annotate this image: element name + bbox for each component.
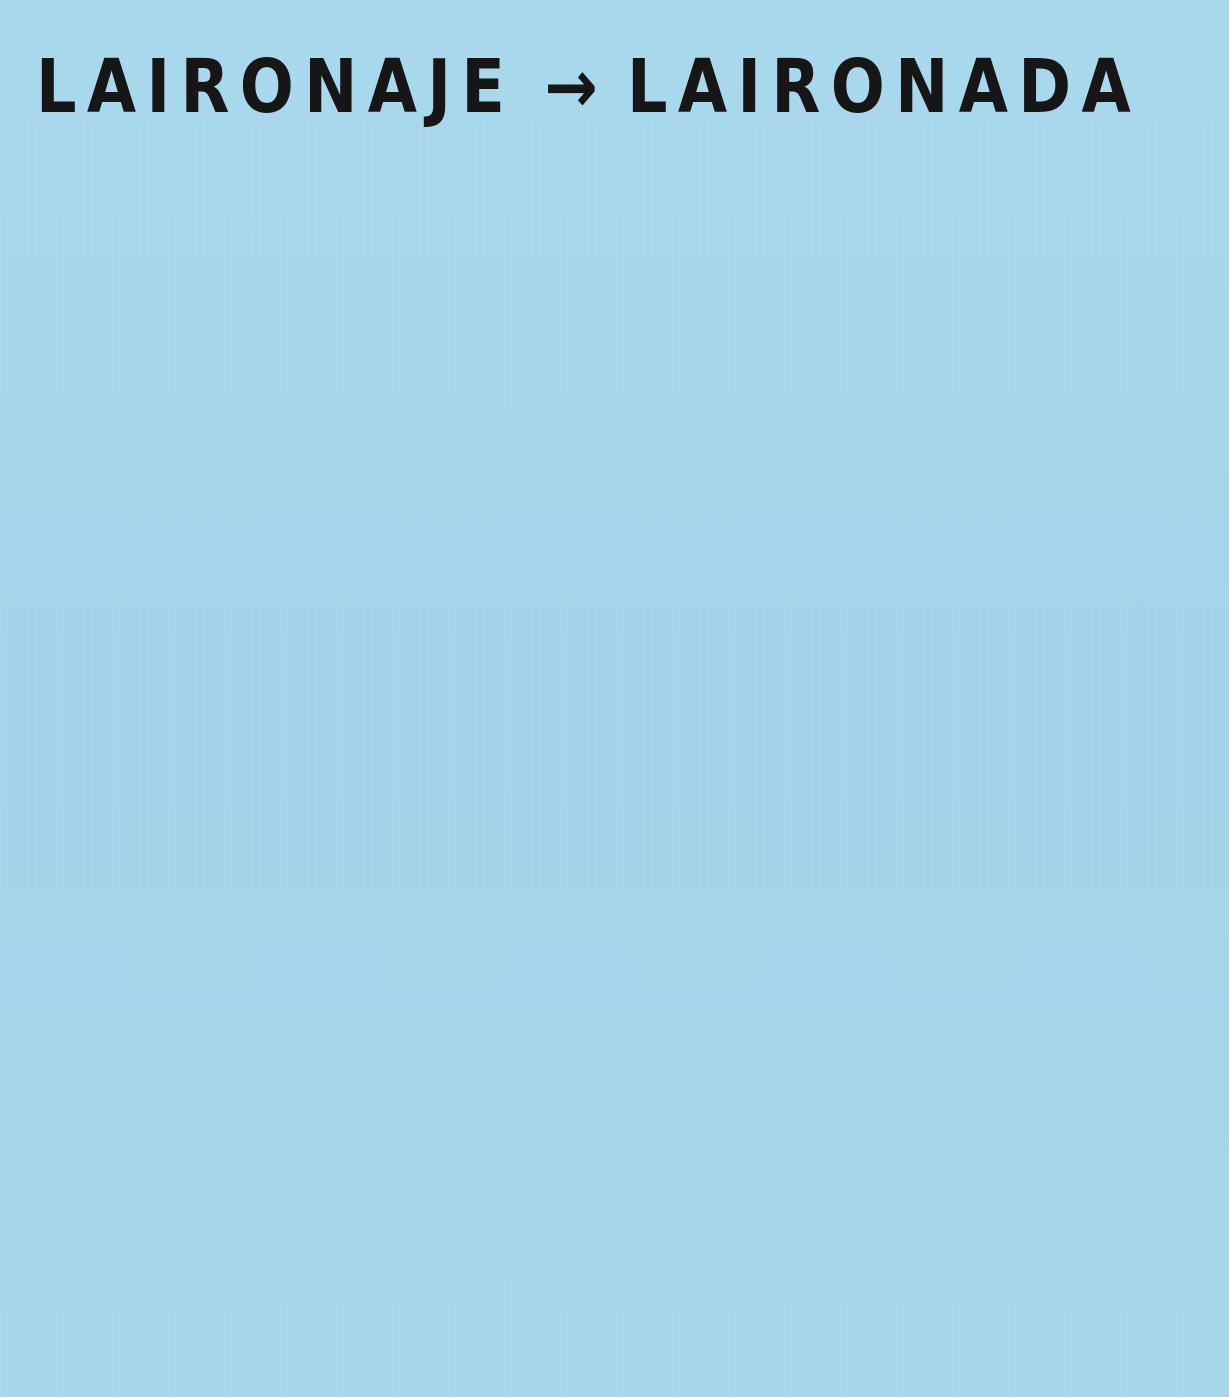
handwritten-text: [36, 42, 1141, 132]
original-word: LAIRONAJE: [36, 44, 516, 130]
handwritten-note: [36, 42, 1229, 132]
corrected-word: LAIRONADA: [626, 44, 1142, 130]
arrow-icon: →: [544, 44, 598, 130]
